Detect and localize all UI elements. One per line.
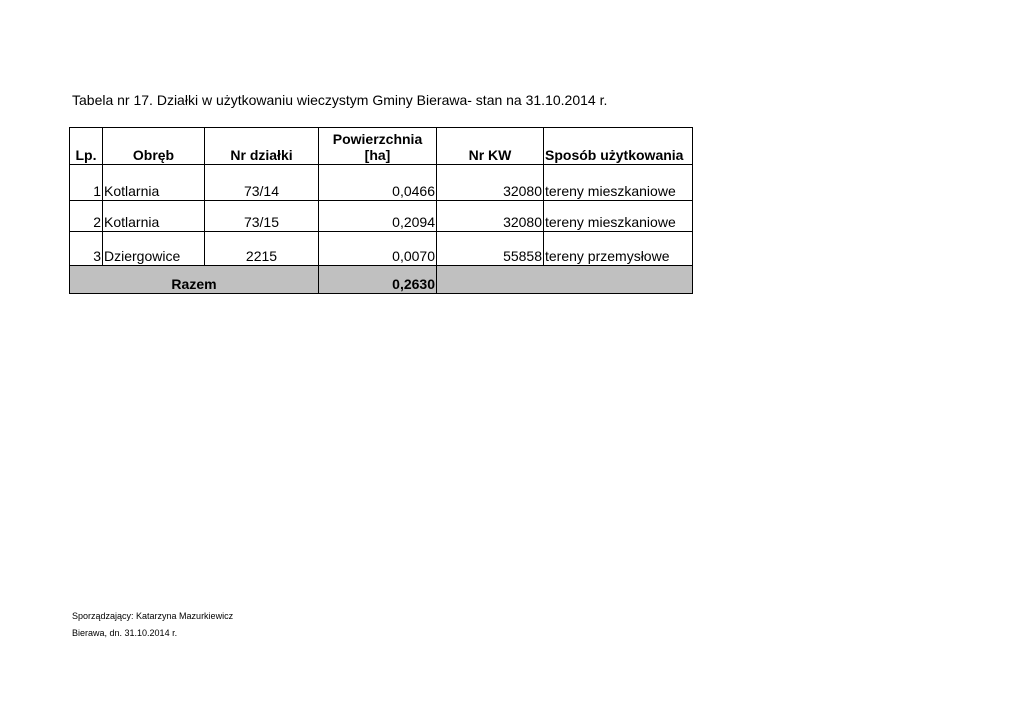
cell-lp: 3 [70,232,103,266]
header-row [70,128,693,165]
cell-sposob: tereny przemysłowe [544,232,693,266]
header-powierzchnia-line2: [ha] [364,147,391,163]
cell-powierzchnia: 0,0070 [319,232,437,266]
cell-powierzchnia: 0,2094 [319,201,437,232]
total-empty-cell [437,266,693,294]
total-row [70,266,693,294]
cell-nr-dzialki: 2215 [205,232,319,266]
cell-nr-kw: 55858 [437,232,544,266]
table-title: Tabela nr 17. Działki w użytkowaniu wieczystym Gminy Bierawa- stan na 31.10.2014 r. [72,92,608,108]
header-lp: Lp. [70,128,103,165]
cell-nr-dzialki: 73/14 [205,165,319,201]
header-powierzchnia-line1: Powierzchnia [332,131,423,147]
table-row [70,232,693,266]
header-sposob: Sposób użytkowania [544,128,693,165]
header-obreb: Obręb [103,128,205,165]
total-powierzchnia: 0,2630 [319,266,437,294]
header-nr-kw: Nr KW [437,128,544,165]
cell-sposob: tereny mieszkaniowe [544,165,693,201]
cell-lp: 2 [70,201,103,232]
cell-powierzchnia: 0,0466 [319,165,437,201]
cell-obreb: Kotlarnia [103,201,205,232]
table-row [70,201,693,232]
cell-nr-kw: 32080 [437,201,544,232]
cell-obreb: Kotlarnia [103,165,205,201]
cell-lp: 1 [70,165,103,201]
footer-place-date: Bierawa, dn. 31.10.2014 r. [72,628,178,638]
header-powierzchnia [319,128,437,165]
total-label: Razem [70,266,319,294]
table-row [70,165,693,201]
cell-obreb: Dziergowice [103,232,205,266]
cell-nr-kw: 32080 [437,165,544,201]
cell-nr-dzialki: 73/15 [205,201,319,232]
footer-author: Sporządzający: Katarzyna Mazurkiewicz [72,611,234,621]
header-nr-dzialki: Nr działki [205,128,319,165]
plots-table [69,127,693,294]
cell-sposob: tereny mieszkaniowe [544,201,693,232]
